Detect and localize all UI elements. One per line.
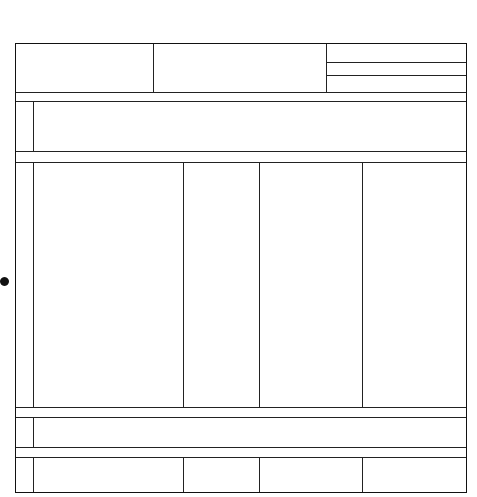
header-divider-2 [326, 44, 327, 92]
binder-hole [0, 277, 9, 286]
spec-sheet [15, 43, 467, 493]
header-divider-1 [153, 44, 154, 92]
